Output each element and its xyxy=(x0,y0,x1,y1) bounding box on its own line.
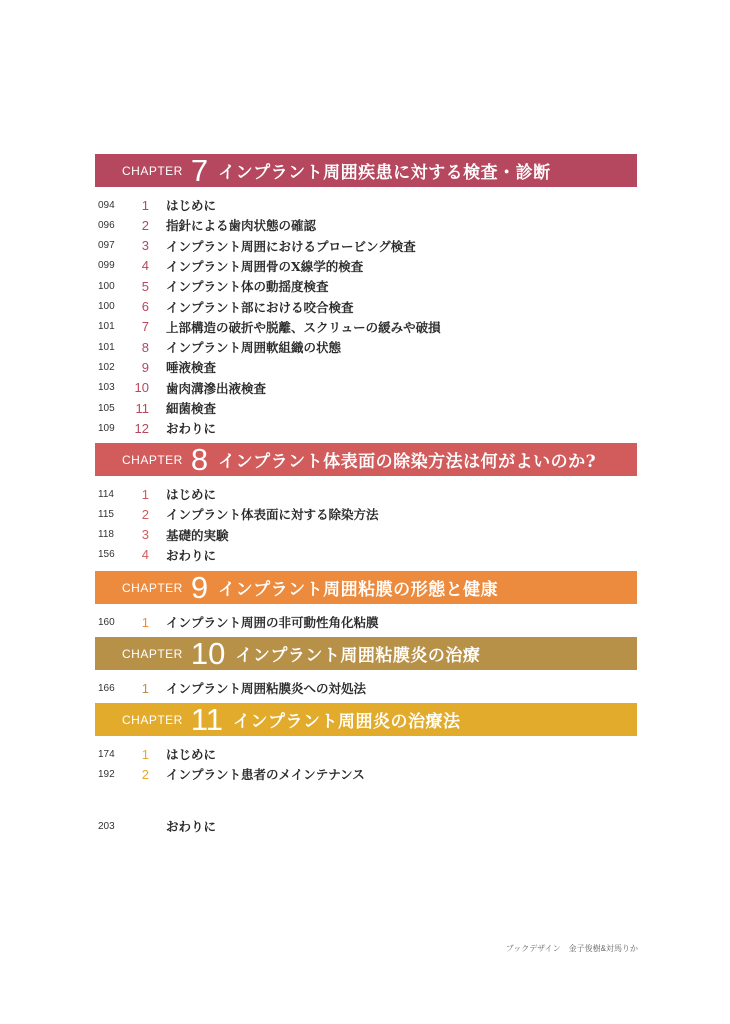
page-number: 102 xyxy=(98,361,115,373)
page-number: 160 xyxy=(98,616,115,628)
chapter-title: インプラント周囲粘膜の形態と健康 xyxy=(218,580,499,600)
page-number: 174 xyxy=(98,748,115,760)
chapter-number: 8 xyxy=(190,442,209,477)
book-design-credit: ブックデザイン 金子俊樹&対馬りか xyxy=(505,944,638,953)
section-index: 6 xyxy=(141,299,149,314)
section-index: 2 xyxy=(141,766,149,782)
chapter-header[interactable] xyxy=(95,637,637,670)
page-number: 192 xyxy=(98,768,115,780)
entry-title: インプラント周囲軟組織の状態 xyxy=(166,340,342,356)
page-number: 105 xyxy=(98,402,115,414)
page-number: 096 xyxy=(98,219,115,231)
section-index: 1 xyxy=(141,680,149,696)
entry-title: 指針による歯肉状態の確認 xyxy=(166,218,317,234)
chapter-header[interactable] xyxy=(95,154,637,187)
section-index: 3 xyxy=(141,238,149,254)
entry-title: 唾液検査 xyxy=(166,360,217,376)
chapter-header[interactable] xyxy=(95,443,637,476)
entry-title: おわりに xyxy=(166,819,217,834)
chapter-label: CHAPTER xyxy=(122,580,183,595)
entry-title: 細菌検査 xyxy=(166,401,217,416)
chapter-title: インプラント周囲炎の治療法 xyxy=(233,712,461,732)
page-number: 114 xyxy=(98,488,114,500)
page-number: 103 xyxy=(98,382,115,394)
section-index: 1 xyxy=(141,746,149,762)
section-index: 11 xyxy=(135,400,149,416)
chapter-label: CHAPTER xyxy=(122,646,183,661)
chapter-number: 7 xyxy=(190,153,209,188)
section-index: 7 xyxy=(141,319,149,335)
page-number: 203 xyxy=(98,820,115,832)
chapter-header[interactable] xyxy=(95,703,637,736)
entry-title: 上部構造の破折や脱離、スクリューの緩みや破損 xyxy=(166,319,441,335)
entry-title: 基礎的実験 xyxy=(166,527,229,543)
chapter-label: CHAPTER xyxy=(122,712,183,727)
entry-title: インプラント周囲骨のX線学的検査 xyxy=(166,258,364,274)
section-index: 10 xyxy=(134,380,149,396)
entry-title: はじめに xyxy=(166,198,217,213)
entry-title: インプラント周囲粘膜炎への対処法 xyxy=(166,681,367,696)
section-index: 2 xyxy=(141,217,149,233)
section-index: 12 xyxy=(134,420,149,436)
chapter-label: CHAPTER xyxy=(122,163,183,178)
entry-title: インプラント周囲におけるプロービング検査 xyxy=(166,238,416,254)
entry-title: インプラント体の動揺度検査 xyxy=(166,279,329,295)
entry-title: おわりに xyxy=(166,421,217,437)
page-number: 101 xyxy=(98,321,115,333)
section-index: 3 xyxy=(141,527,149,543)
chapter-title: インプラント周囲粘膜炎の治療 xyxy=(235,646,481,666)
chapter-label: CHAPTER xyxy=(122,452,183,467)
section-index: 9 xyxy=(141,359,149,375)
page-number: 101 xyxy=(98,341,115,353)
page-number: 166 xyxy=(98,682,115,694)
section-index: 4 xyxy=(141,547,149,563)
chapter-title: インプラント体表面の除染方法は何がよいのか? xyxy=(218,452,597,472)
page-number: 100 xyxy=(98,280,115,292)
section-index: 1 xyxy=(141,197,149,213)
page-number: 156 xyxy=(98,549,115,561)
chapter-number: 11 xyxy=(190,702,224,737)
page-number: 094 xyxy=(98,199,115,211)
page-number: 099 xyxy=(98,260,115,272)
page-number: 097 xyxy=(98,240,115,252)
section-index: 5 xyxy=(141,278,149,294)
entry-title: インプラント体表面に対する除染方法 xyxy=(166,507,379,523)
page-number: 109 xyxy=(98,422,115,434)
entry-title: 歯肉溝滲出液検査 xyxy=(166,380,267,396)
page-number: 100 xyxy=(98,301,115,312)
entry-title: おわりに xyxy=(166,547,217,563)
section-index: 4 xyxy=(141,258,149,274)
entry-title: インプラント周囲の非可動性角化粘膜 xyxy=(166,615,379,630)
entry-title: インプラント患者のメインテナンス xyxy=(166,767,365,783)
chapter-number: 10 xyxy=(190,636,226,671)
page-number: 118 xyxy=(98,529,114,541)
page-number: 115 xyxy=(98,508,114,520)
chapter-number: 9 xyxy=(190,570,209,605)
section-index: 1 xyxy=(141,486,149,502)
entry-title: インプラント部における咬合検査 xyxy=(166,299,354,315)
chapter-title: インプラント周囲疾患に対する検査・診断 xyxy=(218,163,551,183)
section-index: 8 xyxy=(141,339,149,355)
entry-title: はじめに xyxy=(166,487,217,502)
entry-title: はじめに xyxy=(166,747,217,762)
section-index: 1 xyxy=(141,614,149,630)
section-index: 2 xyxy=(141,506,149,522)
chapter-header[interactable] xyxy=(95,571,637,604)
